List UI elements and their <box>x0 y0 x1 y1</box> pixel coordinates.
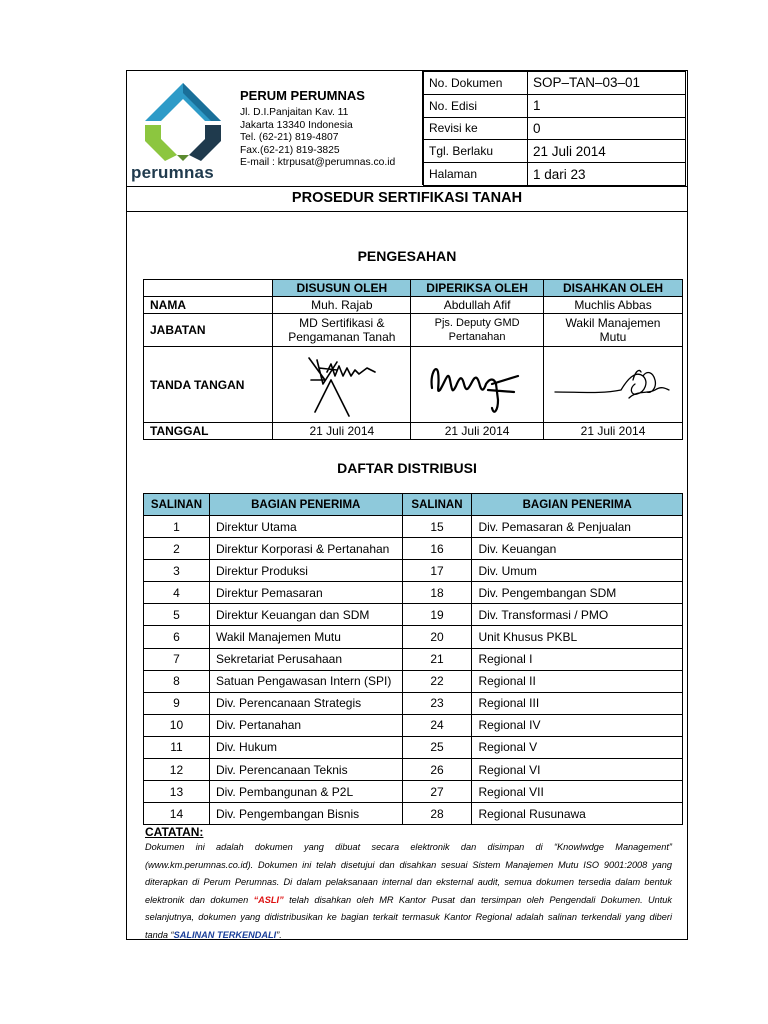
column-header: BAGIAN PENERIMA <box>472 494 683 516</box>
distribution-row <box>144 626 683 648</box>
copy-number: 4 <box>144 582 210 604</box>
recipient: Sekretariat Perusahaan <box>209 648 402 670</box>
copy-number: 22 <box>402 670 472 692</box>
recipient: Direktur Produksi <box>209 560 402 582</box>
position-line: Mutu <box>599 330 627 344</box>
document-header <box>126 70 688 187</box>
position-line: Pengamanan Tanah <box>288 330 396 344</box>
distribution-row <box>144 759 683 781</box>
distribution-row <box>144 516 683 538</box>
notes-salinan: SALINAN TERKENDALI <box>173 929 277 940</box>
recipient: Div. Pertanahan <box>209 714 402 736</box>
signature-drafter <box>297 350 387 420</box>
address-line: Jl. D.I.Panjaitan Kav. 11 <box>240 107 349 118</box>
date-cell: 21 Juli 2014 <box>273 423 411 440</box>
distribution-header-row <box>144 494 683 516</box>
copy-number: 14 <box>144 803 210 825</box>
recipient: Direktur Korporasi & Pertanahan <box>209 538 402 560</box>
copy-number: 20 <box>402 626 472 648</box>
distribution-row <box>144 648 683 670</box>
distribution-row <box>144 736 683 758</box>
name-cell: Muh. Rajab <box>273 297 411 314</box>
recipient: Wakil Manajemen Mutu <box>209 626 402 648</box>
copy-number: 12 <box>144 759 210 781</box>
name-cell: Abdullah Afif <box>411 297 544 314</box>
recipient: Regional I <box>472 648 683 670</box>
copy-number: 17 <box>402 560 472 582</box>
recipient: Regional Rusunawa <box>472 803 683 825</box>
distribution-table <box>143 493 683 825</box>
signature-approver <box>551 350 675 420</box>
recipient: Regional IV <box>472 714 683 736</box>
meta-label: No. Edisi <box>424 94 528 117</box>
recipient: Div. Umum <box>472 560 683 582</box>
meta-row <box>424 117 686 140</box>
recipient: Regional III <box>472 692 683 714</box>
distribution-row <box>144 692 683 714</box>
recipient: Div. Pengembangan SDM <box>472 582 683 604</box>
recipient: Regional VI <box>472 759 683 781</box>
phone-line: Tel. (62-21) 819-4807 <box>240 132 339 144</box>
position-line: Wakil Manajemen <box>565 316 661 330</box>
row-label: TANGGAL <box>144 423 273 440</box>
copy-number: 8 <box>144 670 210 692</box>
copy-number: 11 <box>144 736 210 758</box>
meta-label: Revisi ke <box>424 117 528 140</box>
copy-number: 18 <box>402 582 472 604</box>
position-cell <box>411 314 544 347</box>
position-line: Pjs. Deputy GMD <box>434 317 520 329</box>
approval-row-nama <box>144 297 683 314</box>
copy-number: 28 <box>402 803 472 825</box>
position-line: MD Sertifikasi & <box>299 316 385 330</box>
meta-row <box>424 163 686 186</box>
copy-number: 25 <box>402 736 472 758</box>
signature-reviewer <box>422 350 532 420</box>
recipient: Div. Hukum <box>209 736 402 758</box>
meta-label: Tgl. Berlaku <box>424 140 528 163</box>
document-meta-table <box>423 71 686 186</box>
recipient: Div. Transformasi / PMO <box>472 604 683 626</box>
name-cell: Muchlis Abbas <box>544 297 683 314</box>
column-header: BAGIAN PENERIMA <box>209 494 402 516</box>
date-cell: 21 Juli 2014 <box>544 423 683 440</box>
recipient: Div. Perencanaan Strategis <box>209 692 402 714</box>
meta-value: SOP–TAN–03–01 <box>528 72 686 95</box>
meta-label: Halaman <box>424 163 528 186</box>
column-header: SALINAN <box>402 494 472 516</box>
approval-header-blank <box>144 280 273 297</box>
notes-asli: “ASLI” <box>253 894 284 905</box>
distribution-row <box>144 803 683 825</box>
company-address <box>240 107 395 170</box>
copy-number: 23 <box>402 692 472 714</box>
notes-part: ”. <box>276 929 282 940</box>
recipient: Direktur Keuangan dan SDM <box>209 604 402 626</box>
distribution-row <box>144 538 683 560</box>
distribution-row <box>144 582 683 604</box>
copy-number: 6 <box>144 626 210 648</box>
copy-number: 3 <box>144 560 210 582</box>
recipient: Regional II <box>472 670 683 692</box>
distribution-row <box>144 560 683 582</box>
distribution-heading: DAFTAR DISTRIBUSI <box>337 460 477 476</box>
recipient: Regional V <box>472 736 683 758</box>
logo-wordmark: perumnas <box>131 163 214 182</box>
distribution-row <box>144 714 683 736</box>
approval-heading: PENGESAHAN <box>357 248 457 264</box>
column-header: DISUSUN OLEH <box>273 280 411 297</box>
copy-number: 21 <box>402 648 472 670</box>
meta-row <box>424 140 686 163</box>
recipient: Div. Perencanaan Teknis <box>209 759 402 781</box>
recipient: Unit Khusus PKBL <box>472 626 683 648</box>
approval-header-row <box>144 280 683 297</box>
recipient: Direktur Utama <box>209 516 402 538</box>
recipient: Direktur Pemasaran <box>209 582 402 604</box>
approval-row-tanggal <box>144 423 683 440</box>
row-label: JABATAN <box>144 314 273 347</box>
meta-value: 1 dari 23 <box>528 163 686 186</box>
meta-row <box>424 72 686 95</box>
distribution-row <box>144 670 683 692</box>
notes-part: telah disahkan oleh MR Kantor Pusat dan tersimpan oleh Pengendali Dokumen. Untuk selanjutnya, dokumen yang didistribusikan ke bagian terkait termasuk Kantor Regional adalah salinan terkendali yang diberi tanda “ <box>145 894 672 940</box>
date-cell: 21 Juli 2014 <box>411 423 544 440</box>
column-header: SALINAN <box>144 494 210 516</box>
notes-part: Dokumen ini adalah dokumen yang dibuat secara elektronik dan disimpan di “Knowlwdge Management” (www.km.perumnas.co.id). Dokumen ini telah disetujui dan disahkan sesuai Sistem Manajemen Mutu ISO 9001:2008 yang diterapkan di Perum Perumnas. Di dalam pelaksanaan internal dan eksternal audit, semua dokumen tersedia dalam bentuk elektronik dan dokumen <box>145 842 672 905</box>
position-line: Pertanahan <box>448 331 506 343</box>
copy-number: 10 <box>144 714 210 736</box>
distribution-row <box>144 604 683 626</box>
notes-title: CATATAN: <box>145 825 204 839</box>
email-line: E-mail : ktrpusat@perumnas.co.id <box>240 157 396 169</box>
copy-number: 7 <box>144 648 210 670</box>
copy-number: 24 <box>402 714 472 736</box>
fax-line: Fax.(62-21) 819-3825 <box>240 144 340 156</box>
recipient: Div. Pembangunan & P2L <box>209 781 402 803</box>
copy-number: 9 <box>144 692 210 714</box>
recipient: Div. Pengembangan Bisnis <box>209 803 402 825</box>
copy-number: 13 <box>144 781 210 803</box>
copy-number: 27 <box>402 781 472 803</box>
meta-label: No. Dokumen <box>424 72 528 95</box>
signature-cell <box>411 347 544 423</box>
approval-row-jabatan <box>144 314 683 347</box>
row-label: NAMA <box>144 297 273 314</box>
row-label: TANDA TANGAN <box>144 347 273 423</box>
recipient: Regional VII <box>472 781 683 803</box>
copy-number: 26 <box>402 759 472 781</box>
copy-number: 1 <box>144 516 210 538</box>
copy-number: 16 <box>402 538 472 560</box>
address-line: Jakarta 13340 Indonesia <box>240 119 353 131</box>
company-name: PERUM PERUMNAS <box>240 88 365 103</box>
copy-number: 19 <box>402 604 472 626</box>
distribution-body <box>144 516 683 825</box>
meta-value: 0 <box>528 117 686 140</box>
document-title: PROSEDUR SERTIFIKASI TANAH <box>126 186 688 212</box>
copy-number: 5 <box>144 604 210 626</box>
meta-value: 21 Juli 2014 <box>528 140 686 163</box>
signature-cell <box>544 347 683 423</box>
recipient: Satuan Pengawasan Intern (SPI) <box>209 670 402 692</box>
recipient: Div. Pemasaran & Penjualan <box>472 516 683 538</box>
approval-table <box>143 279 683 440</box>
column-header: DISAHKAN OLEH <box>544 280 683 297</box>
copy-number: 2 <box>144 538 210 560</box>
meta-value: 1 <box>528 94 686 117</box>
signature-cell <box>273 347 411 423</box>
copy-number: 15 <box>402 516 472 538</box>
distribution-row <box>144 781 683 803</box>
column-header: DIPERIKSA OLEH <box>411 280 544 297</box>
notes-text <box>145 839 672 944</box>
recipient: Div. Keuangan <box>472 538 683 560</box>
approval-row-signature <box>144 347 683 423</box>
position-cell <box>273 314 411 347</box>
position-cell <box>544 314 683 347</box>
meta-row <box>424 94 686 117</box>
logo-cell <box>127 71 423 185</box>
